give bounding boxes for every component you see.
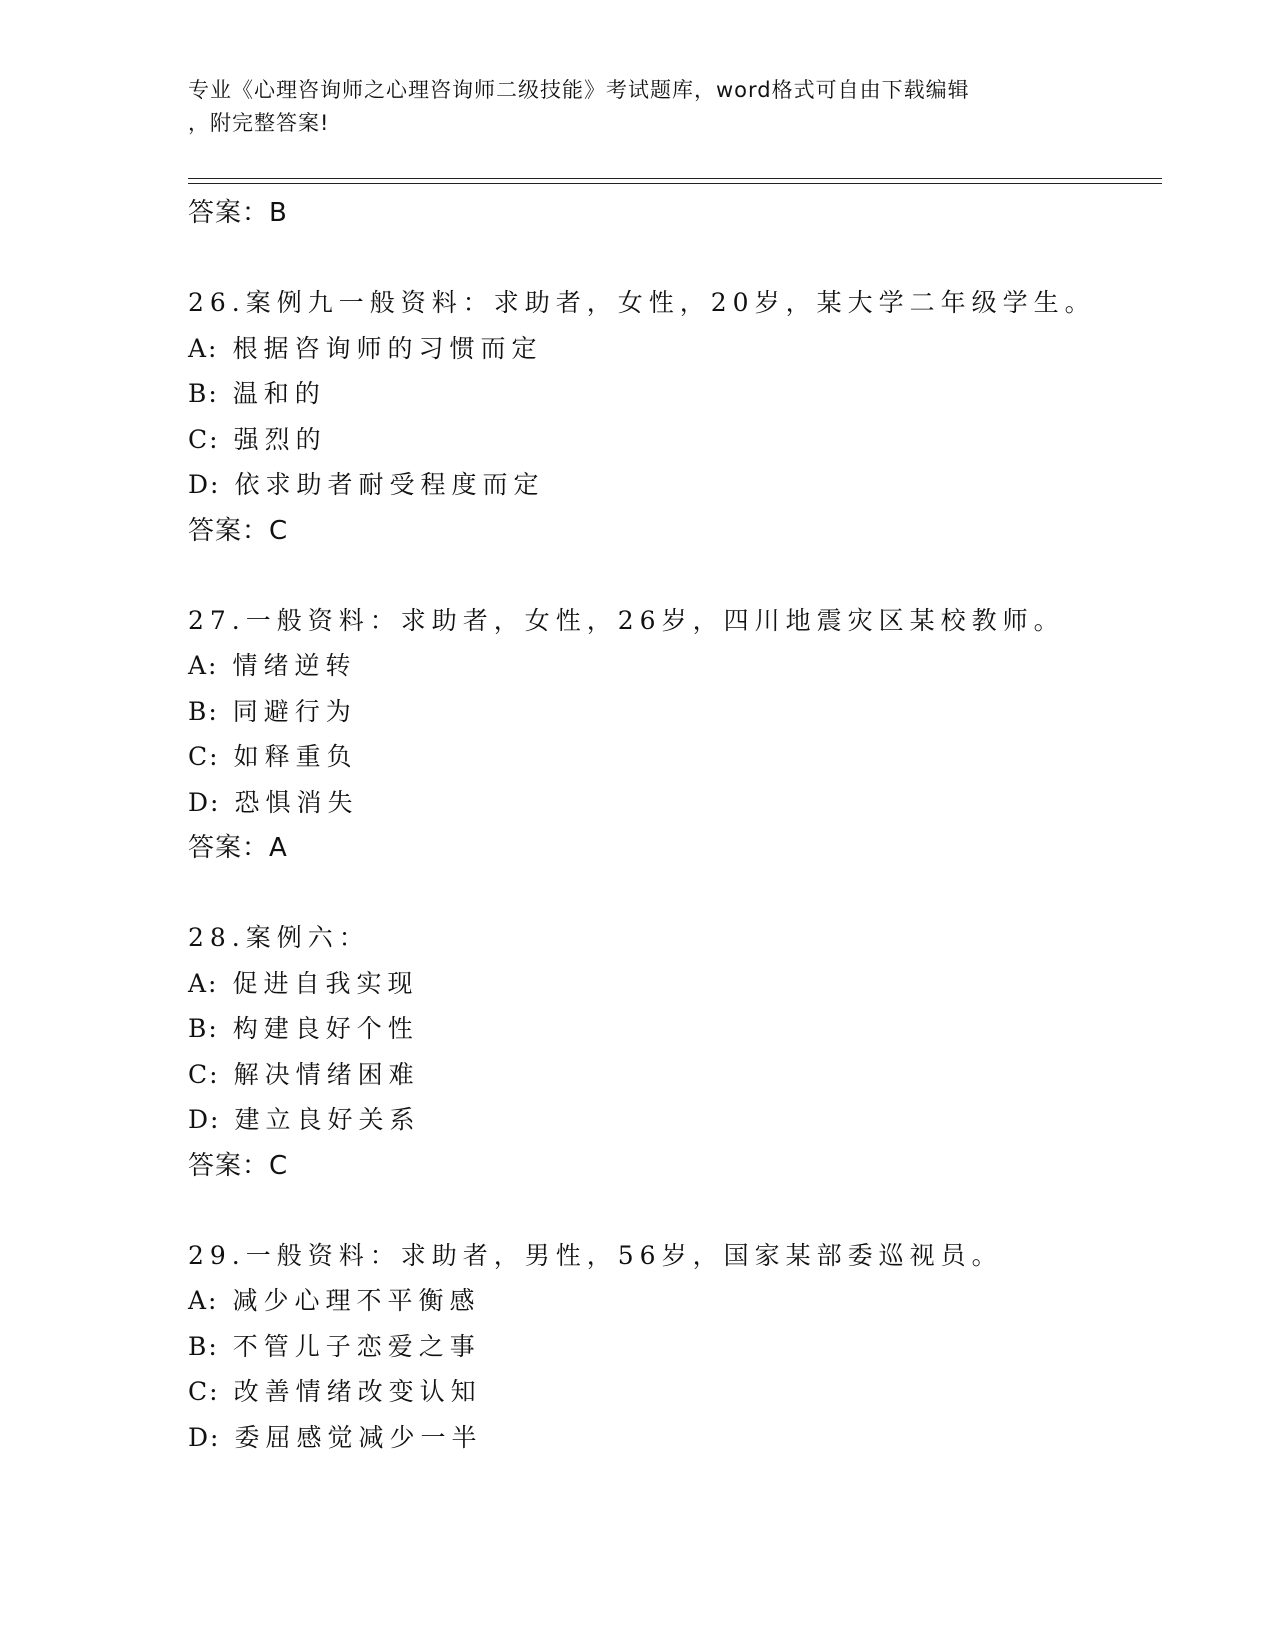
question-27-answer: 答案：A [188, 833, 288, 863]
question-28-answer: 答案：C [188, 1150, 289, 1181]
question-29-option-d: D: 委屈感觉减少一半 [188, 1422, 483, 1452]
document-header [188, 74, 1088, 140]
question-29-option-b: B: 不管儿子恋爱之事 [188, 1331, 481, 1361]
header-rule-top [188, 178, 1162, 179]
question-26-option-b: B: 温和的 [188, 379, 326, 408]
question-29-option-a: A: 减少心理不平衡感 [188, 1286, 481, 1315]
question-28-option-a: A: 促进自我实现 [188, 968, 419, 998]
header-line-1: 专业《心理咨询师之心理咨询师二级技能》考试题库，word格式可自由下载编辑 [188, 78, 970, 102]
question-27-option-a: A: 情绪逆转 [188, 651, 357, 680]
question-28-option-d: D: 建立良好关系 [188, 1105, 421, 1134]
header-rule-bottom [188, 183, 1162, 184]
question-26-option-c: C: 强烈的 [188, 424, 327, 454]
question-26-option-d: D: 依求助者耐受程度而定 [188, 470, 545, 499]
question-28-option-b: B: 构建良好个性 [188, 1014, 419, 1043]
question-26-option-a: A: 根据咨询师的习惯而定 [188, 333, 543, 363]
question-28-stem: 28.案例六： [188, 923, 370, 952]
question-26-answer: 答案：C [188, 515, 289, 546]
question-29-option-c: C: 改善情绪改变认知 [188, 1377, 482, 1406]
question-27-stem: 27.一般资料：求助者，女性，26岁，四川地震灾区某校教师。 [188, 605, 1065, 635]
question-27-option-d: D: 恐惧消失 [188, 787, 359, 817]
question-27-option-b: B: 同避行为 [188, 696, 357, 726]
question-28-option-c: C: 解决情绪困难 [188, 1059, 420, 1089]
header-line-2: ，附完整答案! [188, 111, 330, 135]
answer-previous: 答案：B [188, 198, 288, 228]
question-list [188, 190, 1168, 1460]
question-26-stem: 26.案例九一般资料：求助者，女性，20岁，某大学二年级学生。 [188, 288, 1096, 317]
question-27-option-c: C: 如释重负 [188, 742, 358, 771]
question-29-stem: 29.一般资料：求助者，男性，56岁，国家某部委巡视员。 [188, 1240, 1003, 1270]
